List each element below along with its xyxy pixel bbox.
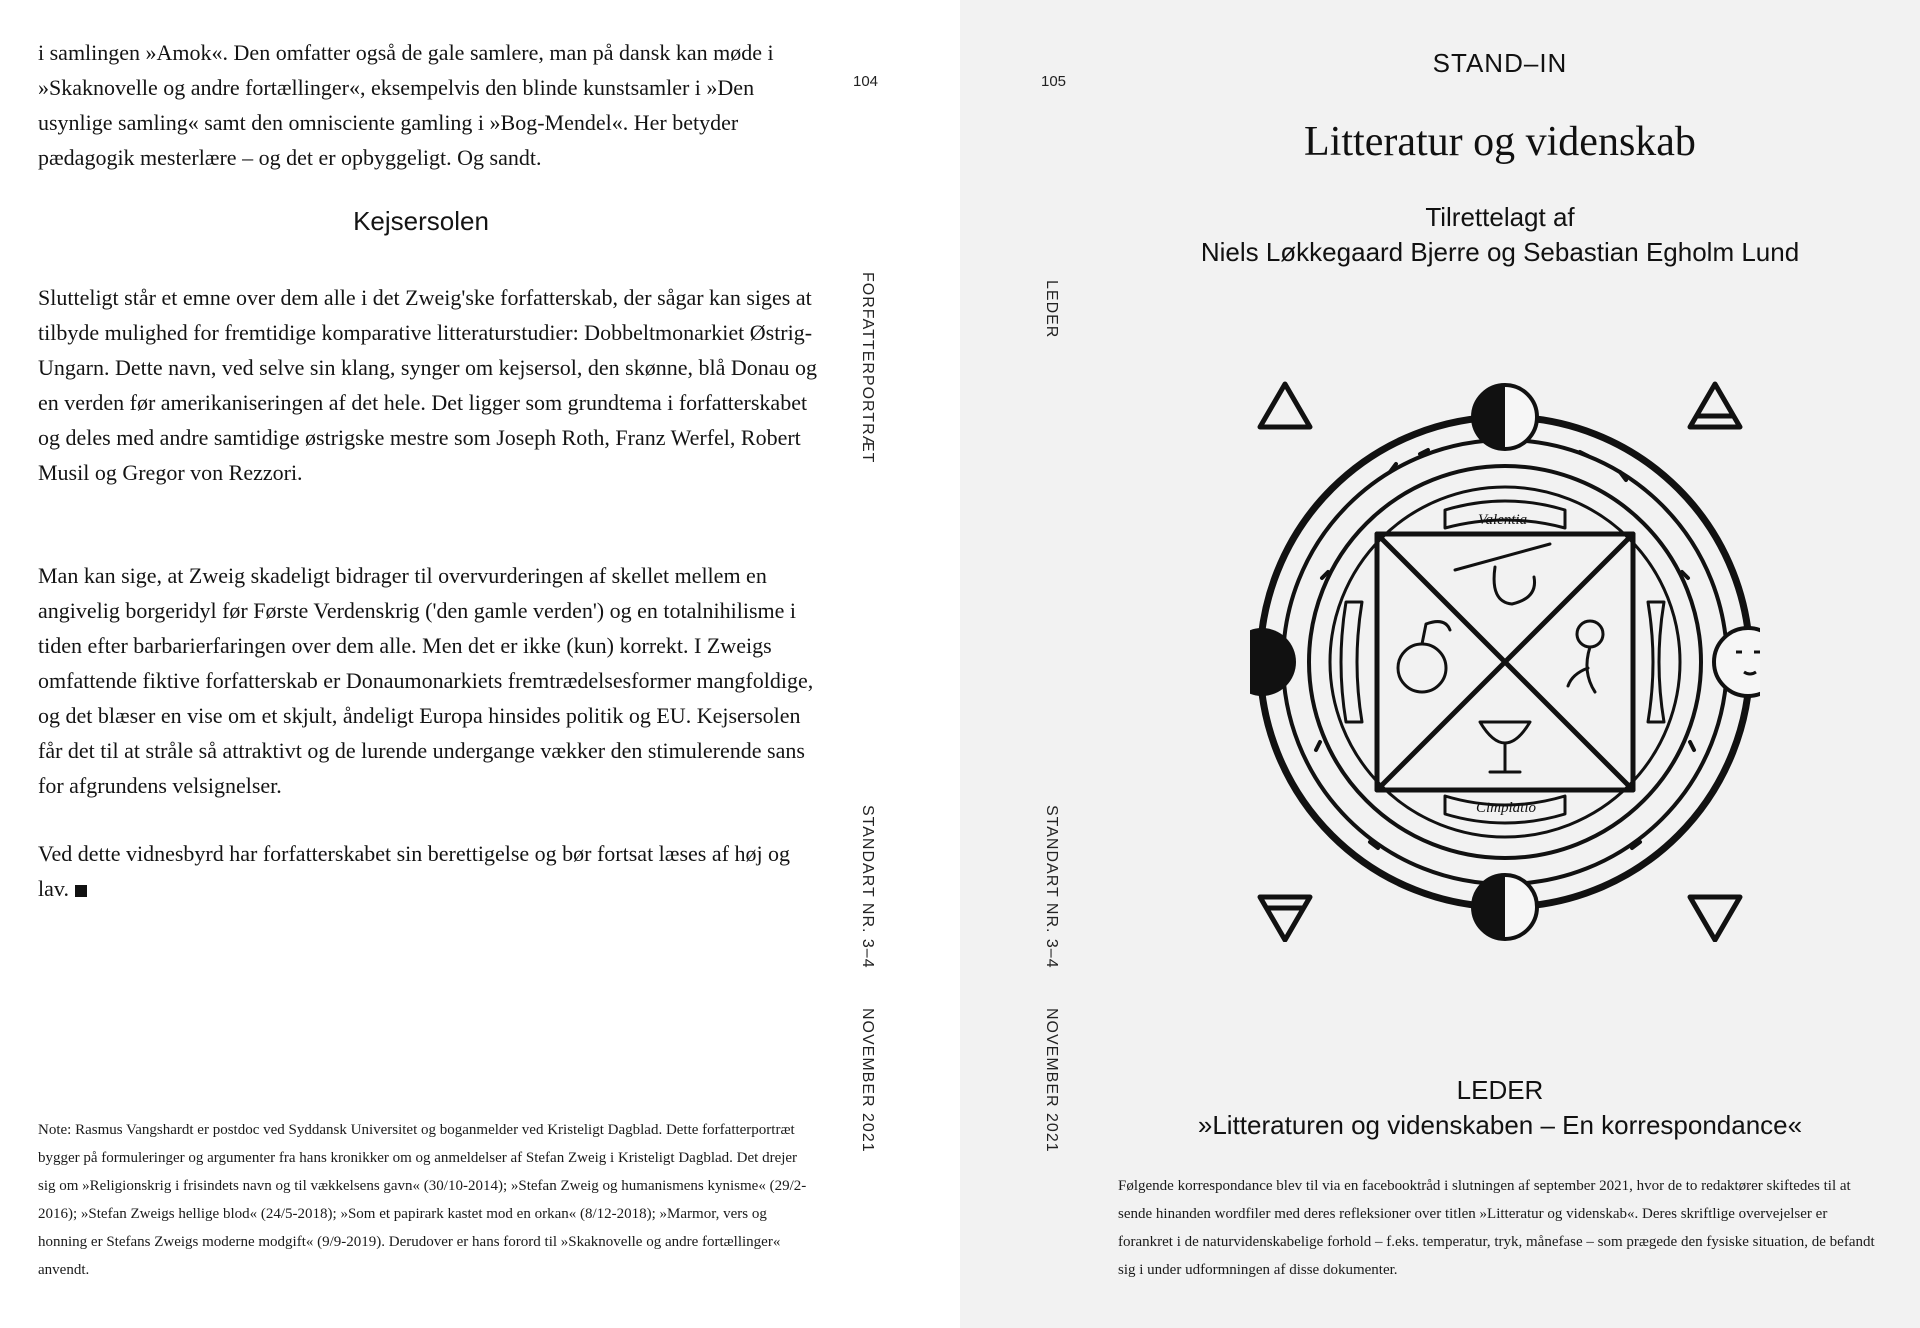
- body-paragraph-4: [38, 836, 818, 906]
- section-label: LEDER: [1456, 1075, 1544, 1105]
- section-title: »Litteraturen og videnskaben – En korrespondance«: [1197, 1110, 1803, 1140]
- alchemical-circle-emblem-icon: [1250, 372, 1760, 942]
- body-paragraph-3: Man kan sige, at Zweig skadeligt bidrager til overvurderingen af skellet mellem en angivelig borgeridyl før Første Verdenskrig ('den gamle verden') og en totalnihilisme i tiden efter barbarierfaringen over dem alle. Men det er ikke (kun) korrekt. I Zweigs omfattende fiktive forfatterskab er Donaumonarkiets fremtrædelsesformer mangfoldige, og det blæser en vise om et skjult, åndeligt Europa hinsides politik og EU. Kejsersolen får det til at stråle så attraktivt og de lurende undergange vækker den stimulerende sans for afgrundens velsignelser.: [38, 563, 814, 798]
- running-date-right: NOVEMBER 2021: [1043, 1008, 1060, 1153]
- end-mark-icon: [75, 885, 87, 897]
- kicker: STAND–IN: [1432, 48, 1568, 78]
- subtitle-label: Tilrettelagt af: [1425, 202, 1575, 232]
- page-title: Litteratur og videnskab: [1304, 119, 1696, 165]
- running-section-right: LEDER: [1043, 280, 1060, 339]
- emblem-word-bottom: Cimplatio: [1476, 800, 1537, 816]
- emblem-word-top: Valentia: [1478, 512, 1528, 528]
- running-issue-right: STANDART NR. 3–4: [1043, 805, 1060, 969]
- running-issue-left: STANDART NR. 3–4: [859, 805, 876, 969]
- body-paragraph-1: i samlingen »Amok«. Den omfatter også de gale samlere, man på dansk kan møde i »Skaknovelle og andre fortællinger«, eksempelvis den blinde kunstsamler i »Den usynlige samling« samt den omnisciente gamling i »Bog-Mendel«. Her betyder pædagogik mesterlære – og det er opbyggeligt. Og sandt.: [38, 40, 774, 170]
- footnote: Note: Rasmus Vangshardt er postdoc ved Syddansk Universitet og boganmelder ved Kristeligt Dagblad. Dette forfatterportræt bygger på formuleringer og argumenter fra hans kronikker om og anmeldelser af Stefan Zweig i Kristeligt Dagblad. Det drejer sig om »Religionskrig i frisindets navn og til vækkelsens gavn« (30/10-2014); »Stefan Zweig og humanismens kynisme« (29/2-2016); »Stefan Zweigs hellige blod« (24/5-2018); »Som et papirark kastet mod en orkan« (8/12-2018); »Marmor, vers og honning er Stefans Zweigs moderne modgift« (9/9-2019). Derudover er hans forord til »Skaknovelle og andre fortællinger« anvendt.: [38, 1122, 807, 1278]
- closing-text: Ved dette vidnesbyrd har forfatterskabet sin berettigelse og bør fortsat læses af høj og lav.: [38, 841, 791, 901]
- body-paragraph-2: Slutteligt står et emne over dem alle i det Zweig'ske forfatterskab, der sågar kan siges at tilbyde mulighed for fremtidige komparative litteraturstudier: Dobbeltmonarkiet Østrig-Ungarn. Dette navn, ved selve sin klang, synger om kejsersol, den skønne, blå Donau og en verden før amerikaniseringen af det hele. Det ligger som grundtema i forfatterskabet og deles med andre samtidige østrigske mestre som Joseph Roth, Franz Werfel, Robert Musil og Gregor von Rezzori.: [38, 285, 817, 485]
- page-number-right: 105: [1041, 73, 1067, 90]
- running-date-left: NOVEMBER 2021: [859, 1008, 876, 1153]
- running-section-left: FORFATTERPORTRÆT: [859, 272, 876, 464]
- page-number-left: 104: [853, 73, 879, 90]
- section-heading: Kejsersolen: [353, 206, 489, 236]
- intro-paragraph: Følgende korrespondance blev til via en facebooktråd i slutningen af september 2021, hvor de to redaktører skiftedes til at sende hinanden wordfiler med deres refleksioner over titlen »Litteratur og videnskab«. Deres skriftlige overvejelser er forankret i de naturvidenskabelige forhold – f.eks. temperatur, tryk, månefase – som prægede den fysiske situation, de befandt sig i under udformningen af disse dokumenter.: [1118, 1178, 1875, 1278]
- editors: Niels Løkkegaard Bjerre og Sebastian Egholm Lund: [1200, 237, 1800, 267]
